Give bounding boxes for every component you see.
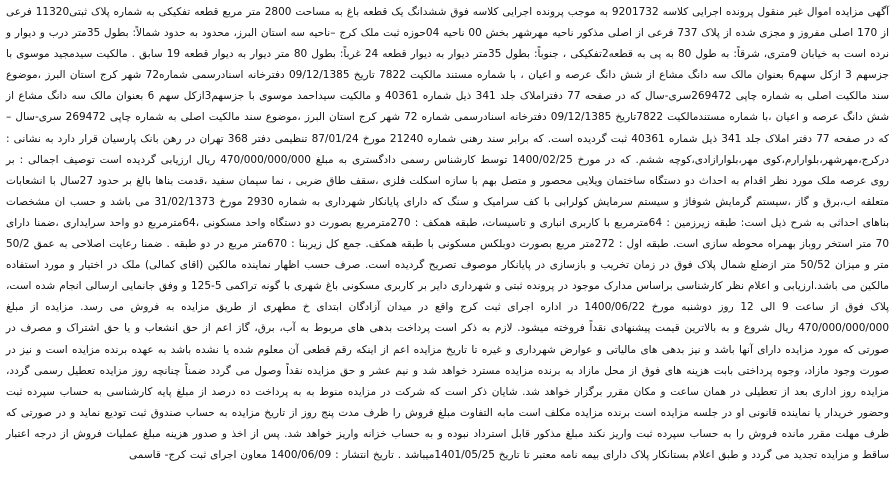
notice-body-text: آگهی مزایده اموال غیر منقول پرونده اجرایی کلاسه 9201732 به موجب پرونده اجرایی کلاسه فوق ششدانگ یک قطعه باغ به مساحت 2800 متر مربع قطعه تفکیکی به شماره پلاک ثبتی11320 فرعی از 170 اصلی مفروز و مجزی شده از پلاک 737 فرعی از اصلی مذکور ناحیه مهرشهر بخش 00 ناحیه 04حوزه ثبت ملک کرج –ناحیه سه استان البرز، محدود به حدود شمالاً: بطول 35متر درب و دیوار و نرده است به خیابان 9متری، شرقاً: به طول 80 به پی به قطعه2تفکیکی ، جنوباً: بطول 35متر دیوار به دیوار قطعه 24 غرباً: بطول 80 متر دیوار به دیوار قطعه 19 سابق . مالکیت سیدمجید موسوی با جزسهم 3 ازکل سهم6 بعنوان مالک سه دانگ مشاع از شش دانگ عرصه و اعیان ، با شماره مستند مالکیت 7822 تاریخ 09/12/1385 دفترخانه اسنادرسمی شماره72 شهر کرج استان البرز ،موضوع سند مالکیت اصلی به شماره چاپی 269472سری-سال که در صفحه 77 دفتراملاک جلد 341 ذیل شماره 40361 و مالکیت سیداحمد موسوی با جزسهم3ازکل سهم 6 بعنوان مالک سه دانگ مشاع از شش دانگ عرصه و اعیان ،با شماره مستندمالکیت 7822تاریخ 09/12/1385 دفترخانه اسنادرسمی شماره 72 شهر کرج استان البرز ،موضوع سند مالکیت اصلی به شماره چاپی 269472 سری-سال – که در صفحه 77 دفتر املاک جلد 341 ذیل شماره 40361 ثبت گردیده است. که برابر سند رهنی شماره 21240 مورخ 87/01/24 تنظیمی دفتر 368 تهران در رهن بانک پارسیان قرار دارد به نشانی : درکرج،مهرشهر،بلوارارم،کوی مهر،بلوارازادی،کوچه ششم. که در مورخ 1400/02/25 توسط کارشناس رسمی دادگستری به مبلغ 470/000/000/000 ریال ارزیابی گردیده است توصیف اجمالی : بر روی عرصه ملک مورد نظر اقدام به احداث دو دستگاه ساختمان ویلایی محصور و متصل بهم با سازه اسکلت فلزی ،سقف طاق ضربی ، نما سیمان سفید ،قدمت بناها بالغ بر حدود 27سال با انشعابات متعلقه اب،برق و گاز ،سیستم گرمایش شوفاژ و سیستم سرمایش کولرابی با کف سرامیک و سنگ که دارای پایانکار شهرداری به شماره 2930 مورخ 31/02/1373 می باشد و حسب ان مشخصات بناهای احداثی به شرح ذیل است: طبقه زیرزمین : 64مترمربع با کاربری انباری و تاسیسات، طبقه همکف : 270مترمربع بصورت دو دستگاه واحد مسکونی ،64مترمربع دو واحد سرایداری ،ضمنا دارای 70 متر استخر روباز بهمراه محوطه سازی است. طبقه اول : 272متر مربع بصورت دوبلکس مسکونی با طبقه همکف. جمع کل زیربنا : 670متر مربع در دو طبقه . ضمنا رعایت اصلاحی به عمق 50/2 متر و میزان 50/52 متر ازضلع شمال پلاک فوق در زمان تخریب و بازسازی در پایانکار موصوف تصریح گردیده است. صرف حسب اظهار نماینده مالکین (اقای کمالی) ملک در اختیار و مورد استفاده مالکین می باشد.ارزیابی و اعلام نظر کارشناسی براساس مدارک موجود در پرونده ثبتی و شهرداری دایر بر کاربری مسکونی باغ شهری با گونه تراکمی 5-125 و وفق جانمایی ارسالی انجام شده است، پلاک فوق از ساعت 9 الی 12 روز دوشنبه مورخ 1400/06/22 در اداره اجرای ثبت کرج واقع در میدان آزادگان ابتدای خ مطهری از طریق مزایده به فروش می رسد. مزایده از مبلغ 470/000/000/000 ریال شروع و به بالاترین قیمت پیشنهادی نقداً فروخته میشود. لازم به ذکر است پرداخت بدهی های مربوط به آب، برق، گاز اعم از حق انشعاب و یا حق اشتراک و مصرف در صورتی که مورد مزایده دارای آنها باشد و نیز بدهی های مالیاتی و عوارض شهرداری و غیره تا تاریخ مزایده اعم از اینکه رقم قطعی آن معلوم شده یا نشده باشد به عهده برنده مزایده است و نیز در صورت وجود مازاد، وجوه پرداختی بابت هزینه های فوق از محل مازاد به برنده مزایده مسترد خواهد شد و نیم عشر و حق مزایده نقداً وصول می گردد ضمناً چنانچه روز مزایده تعطیل رسمی گردد، مزایده روز اداری بعد از تعطیلی در همان ساعت و مکان مقرر برگزار خواهد شد. شایان ذکر است که شرکت در مزایده منوط به به پرداخت ده درصد از مبلغ پایه کارشناسی به حساب سپرده ثبت وحضور خریدار یا نماینده قانونی او در جلسه مزایده است برنده مزایده مکلف است مابه التفاوت مبلغ فروش را ظرف مدت پنج روز از تاریخ مزایده به حساب صندوق ثبت تودیع نماید و در صورتی که ظرف مهلت مقرر مانده فروش را به حساب سپرده ثبت واریز نکند مبلغ مذکور قابل استرداد نبوده و به حساب خزانه واریز خواهد شد. پس از اخذ و صدور هزینه مبلغ عملیات فروش از درجه اعتبار ساقط و مزایده تجدید می گردد و طبق اعلام بستانکار پلاک دارای بیمه نامه معتبر تا تاریخ 1401/05/25میباشد . تاریخ انتشار : 1400/06/09 معاون اجرای ثبت کرج- قاسمی	[6, 6, 890, 461]
